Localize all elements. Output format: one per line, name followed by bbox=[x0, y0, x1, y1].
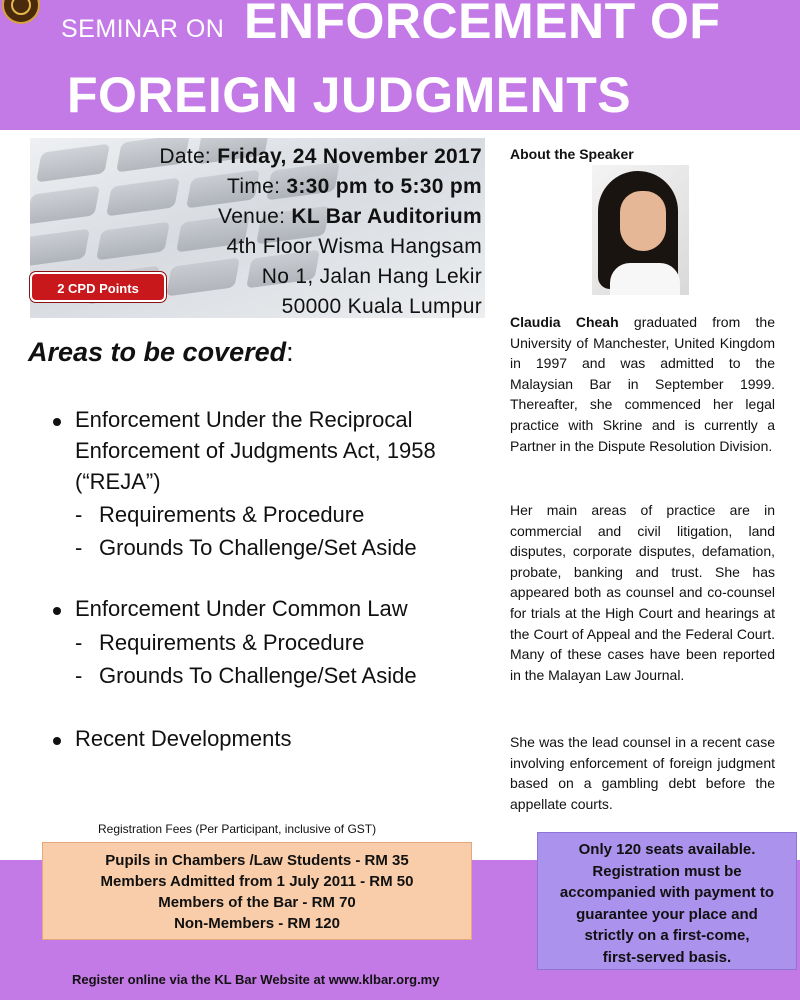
address-line: 50000 Kuala Lumpur bbox=[281, 295, 482, 318]
kl-bar-logo-icon bbox=[2, 0, 40, 24]
registration-fees-box bbox=[42, 842, 472, 940]
fee-row: Members Admitted from 1 July 2011 - RM 50 bbox=[100, 873, 414, 890]
header-banner bbox=[0, 0, 800, 130]
seats-line: first-served basis. bbox=[602, 948, 732, 966]
seminar-prefix: SEMINAR ON bbox=[61, 15, 225, 43]
subtopic-item: Requirements & Procedure bbox=[99, 630, 365, 655]
bullet-icon bbox=[53, 607, 61, 615]
event-date: Date: Friday, 24 November 2017 bbox=[159, 145, 482, 168]
event-time: Time: 3:30 pm to 5:30 pm bbox=[227, 175, 482, 198]
fee-row: Members of the Bar - RM 70 bbox=[158, 894, 356, 911]
topic-1-line: Enforcement Under the Reciprocal bbox=[75, 407, 413, 432]
cpd-points-badge: 2 CPD Points bbox=[30, 272, 166, 302]
event-venue: Venue: KL Bar Auditorium bbox=[218, 205, 482, 228]
register-online-link[interactable]: Register online via the KL Bar Website at www.klbar.org.my bbox=[72, 972, 440, 987]
topic-2-title: Enforcement Under Common Law bbox=[75, 596, 408, 621]
title-line-2: FOREIGN JUDGMENTS bbox=[67, 67, 632, 123]
address-line: 4th Floor Wisma Hangsam bbox=[226, 235, 482, 258]
subtopic-item: Requirements & Procedure bbox=[99, 502, 365, 527]
speaker-bio-paragraph: Claudia Cheah graduated from the University of Manchester, United Kingdom in 1997 and was admitted to the Malaysian Bar in September 1999. Thereafter, she commenced her legal practice with Skrine and is currently a Partner in the Dispute Resolution Division. bbox=[510, 314, 775, 454]
about-speaker-heading: About the Speaker bbox=[510, 146, 634, 162]
address-line: No 1, Jalan Hang Lekir bbox=[261, 265, 482, 288]
topic-1-line: Enforcement of Judgments Act, 1958 bbox=[75, 438, 436, 463]
seats-line: strictly on a first-come, bbox=[584, 927, 750, 944]
topic-3-title: Recent Developments bbox=[75, 726, 292, 751]
title-line-1: ENFORCEMENT OF bbox=[244, 0, 721, 49]
seats-line: Only 120 seats available. bbox=[578, 841, 756, 858]
bullet-icon bbox=[53, 737, 61, 745]
subtopic-item: Grounds To Challenge/Set Aside bbox=[99, 663, 417, 688]
seats-line: accompanied with payment to bbox=[559, 884, 775, 901]
subtopic-item: Grounds To Challenge/Set Aside bbox=[99, 535, 417, 560]
dash-icon: - bbox=[75, 535, 83, 560]
fee-row: Pupils in Chambers /Law Students - RM 35 bbox=[105, 852, 409, 869]
fees-label: Registration Fees (Per Participant, inclusive of GST) bbox=[98, 822, 377, 836]
seats-notice-box bbox=[537, 832, 797, 970]
areas-heading: Areas to be covered: bbox=[28, 337, 294, 367]
dash-icon: - bbox=[75, 502, 83, 527]
speaker-photo bbox=[592, 165, 689, 295]
dash-icon: - bbox=[75, 663, 83, 688]
speaker-practice-paragraph: Her main areas of practice are in commercial and civil litigation, land disputes, corporate disputes, defamation, probate, banking and trust. She has appeared both as counsel and co-counsel for trials at the High Court and hearings at the Court of Appeal and the Federal Court. Many of these cases have been reported in the Malayan Law Journal. bbox=[510, 502, 775, 683]
dash-icon: - bbox=[75, 630, 83, 655]
bullet-icon bbox=[53, 418, 61, 426]
speaker-case-paragraph: She was the lead counsel in a recent case involving enforcement of foreign judgment based on a gambling debt before the appellate courts. bbox=[510, 734, 775, 812]
seats-line: guarantee your place and bbox=[576, 905, 758, 923]
fee-row: Non-Members - RM 120 bbox=[174, 915, 340, 932]
topic-1-line: (“REJA”) bbox=[75, 469, 161, 494]
seats-line: Registration must be bbox=[592, 862, 742, 880]
